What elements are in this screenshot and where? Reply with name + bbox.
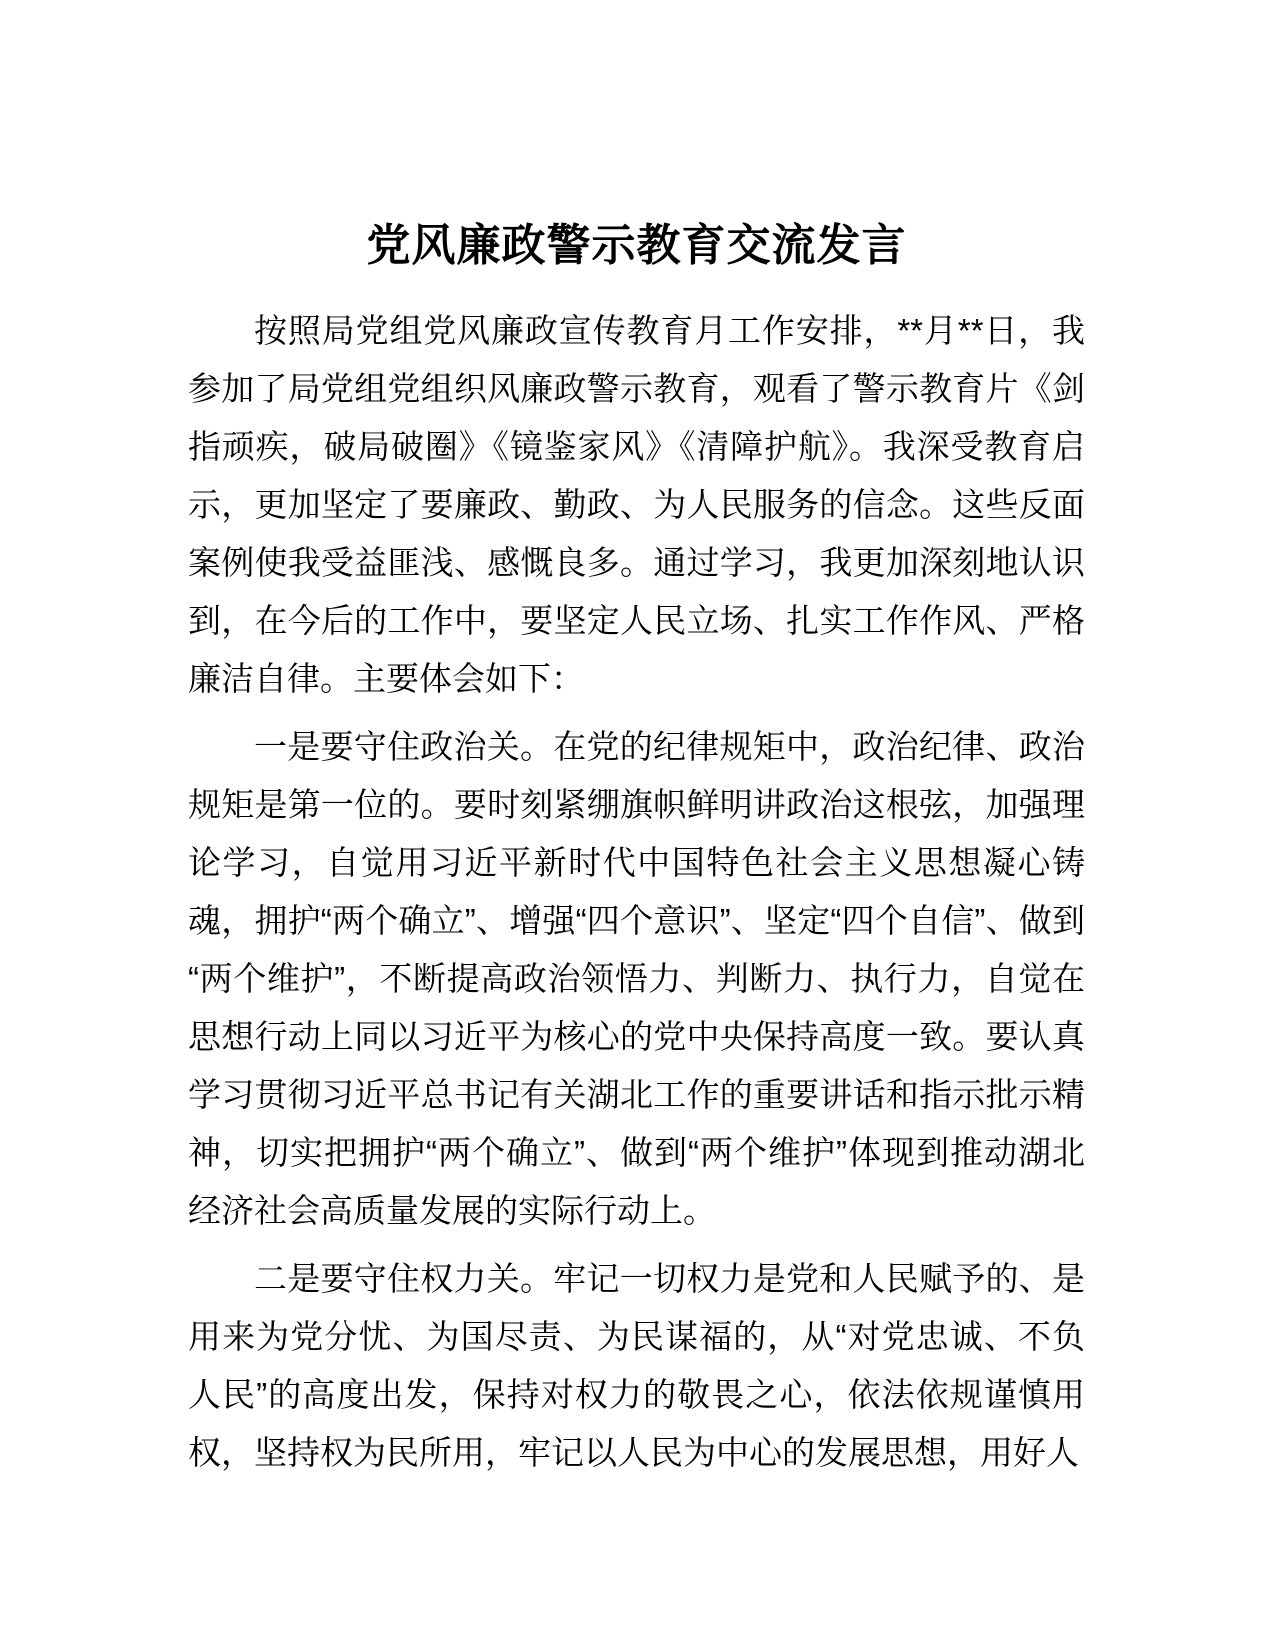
paragraph-point-two: 二是要守住权力关。牢记一切权力是党和人民赋予的、是用来为党分忧、为国尽责、为民谋福的，从“对党忠诚、不负人民”的高度出发，保持对权力的敬畏之心，依法依规谨慎用权，坚持权为民所用，牢记以人民为中心的发展思想，用好人 bbox=[188, 1260, 1085, 1471]
document-title: 党风廉政警示教育交流发言 bbox=[366, 221, 907, 270]
paragraph-point-one: 一是要守住政治关。在党的纪律规矩中，政治纪律、政治规矩是第一位的。要时刻紧绷旗帜鲜明讲政治这根弦，加强理论学习，自觉用习近平新时代中国特色社会主义思想凝心铸魂，拥护“两个确立”、增强“四个意识”、坚定“四个自信”、做到“两个维护”，不断提高政治领悟力、判断力、执行力，自觉在思想行动上同以习近平为核心的党中央保持高度一致。要认真学习贯彻习近平总书记有关湖北工作的重要讲话和指示批示精神，切实把拥护“两个确立”、做到“两个维护”体现到推动湖北经济社会高质量发展的实际行动上。 bbox=[188, 728, 1085, 1229]
paragraph-intro: 按照局党组党风廉政宣传教育月工作安排，**月**日，我参加了局党组党组织风廉政警示教育，观看了警示教育片《剑指顽疾，破局破圈》《镜鉴家风》《清障护航》。我深受教育启示，更加坚定了要廉政、勤政、为人民服务的信念。这些反面案例使我受益匪浅、感慨良多。通过学习，我更加深刻地认识到，在今后的工作中，要坚定人民立场、扎实工作作风、严格廉洁自律。主要体会如下： bbox=[188, 312, 1085, 697]
